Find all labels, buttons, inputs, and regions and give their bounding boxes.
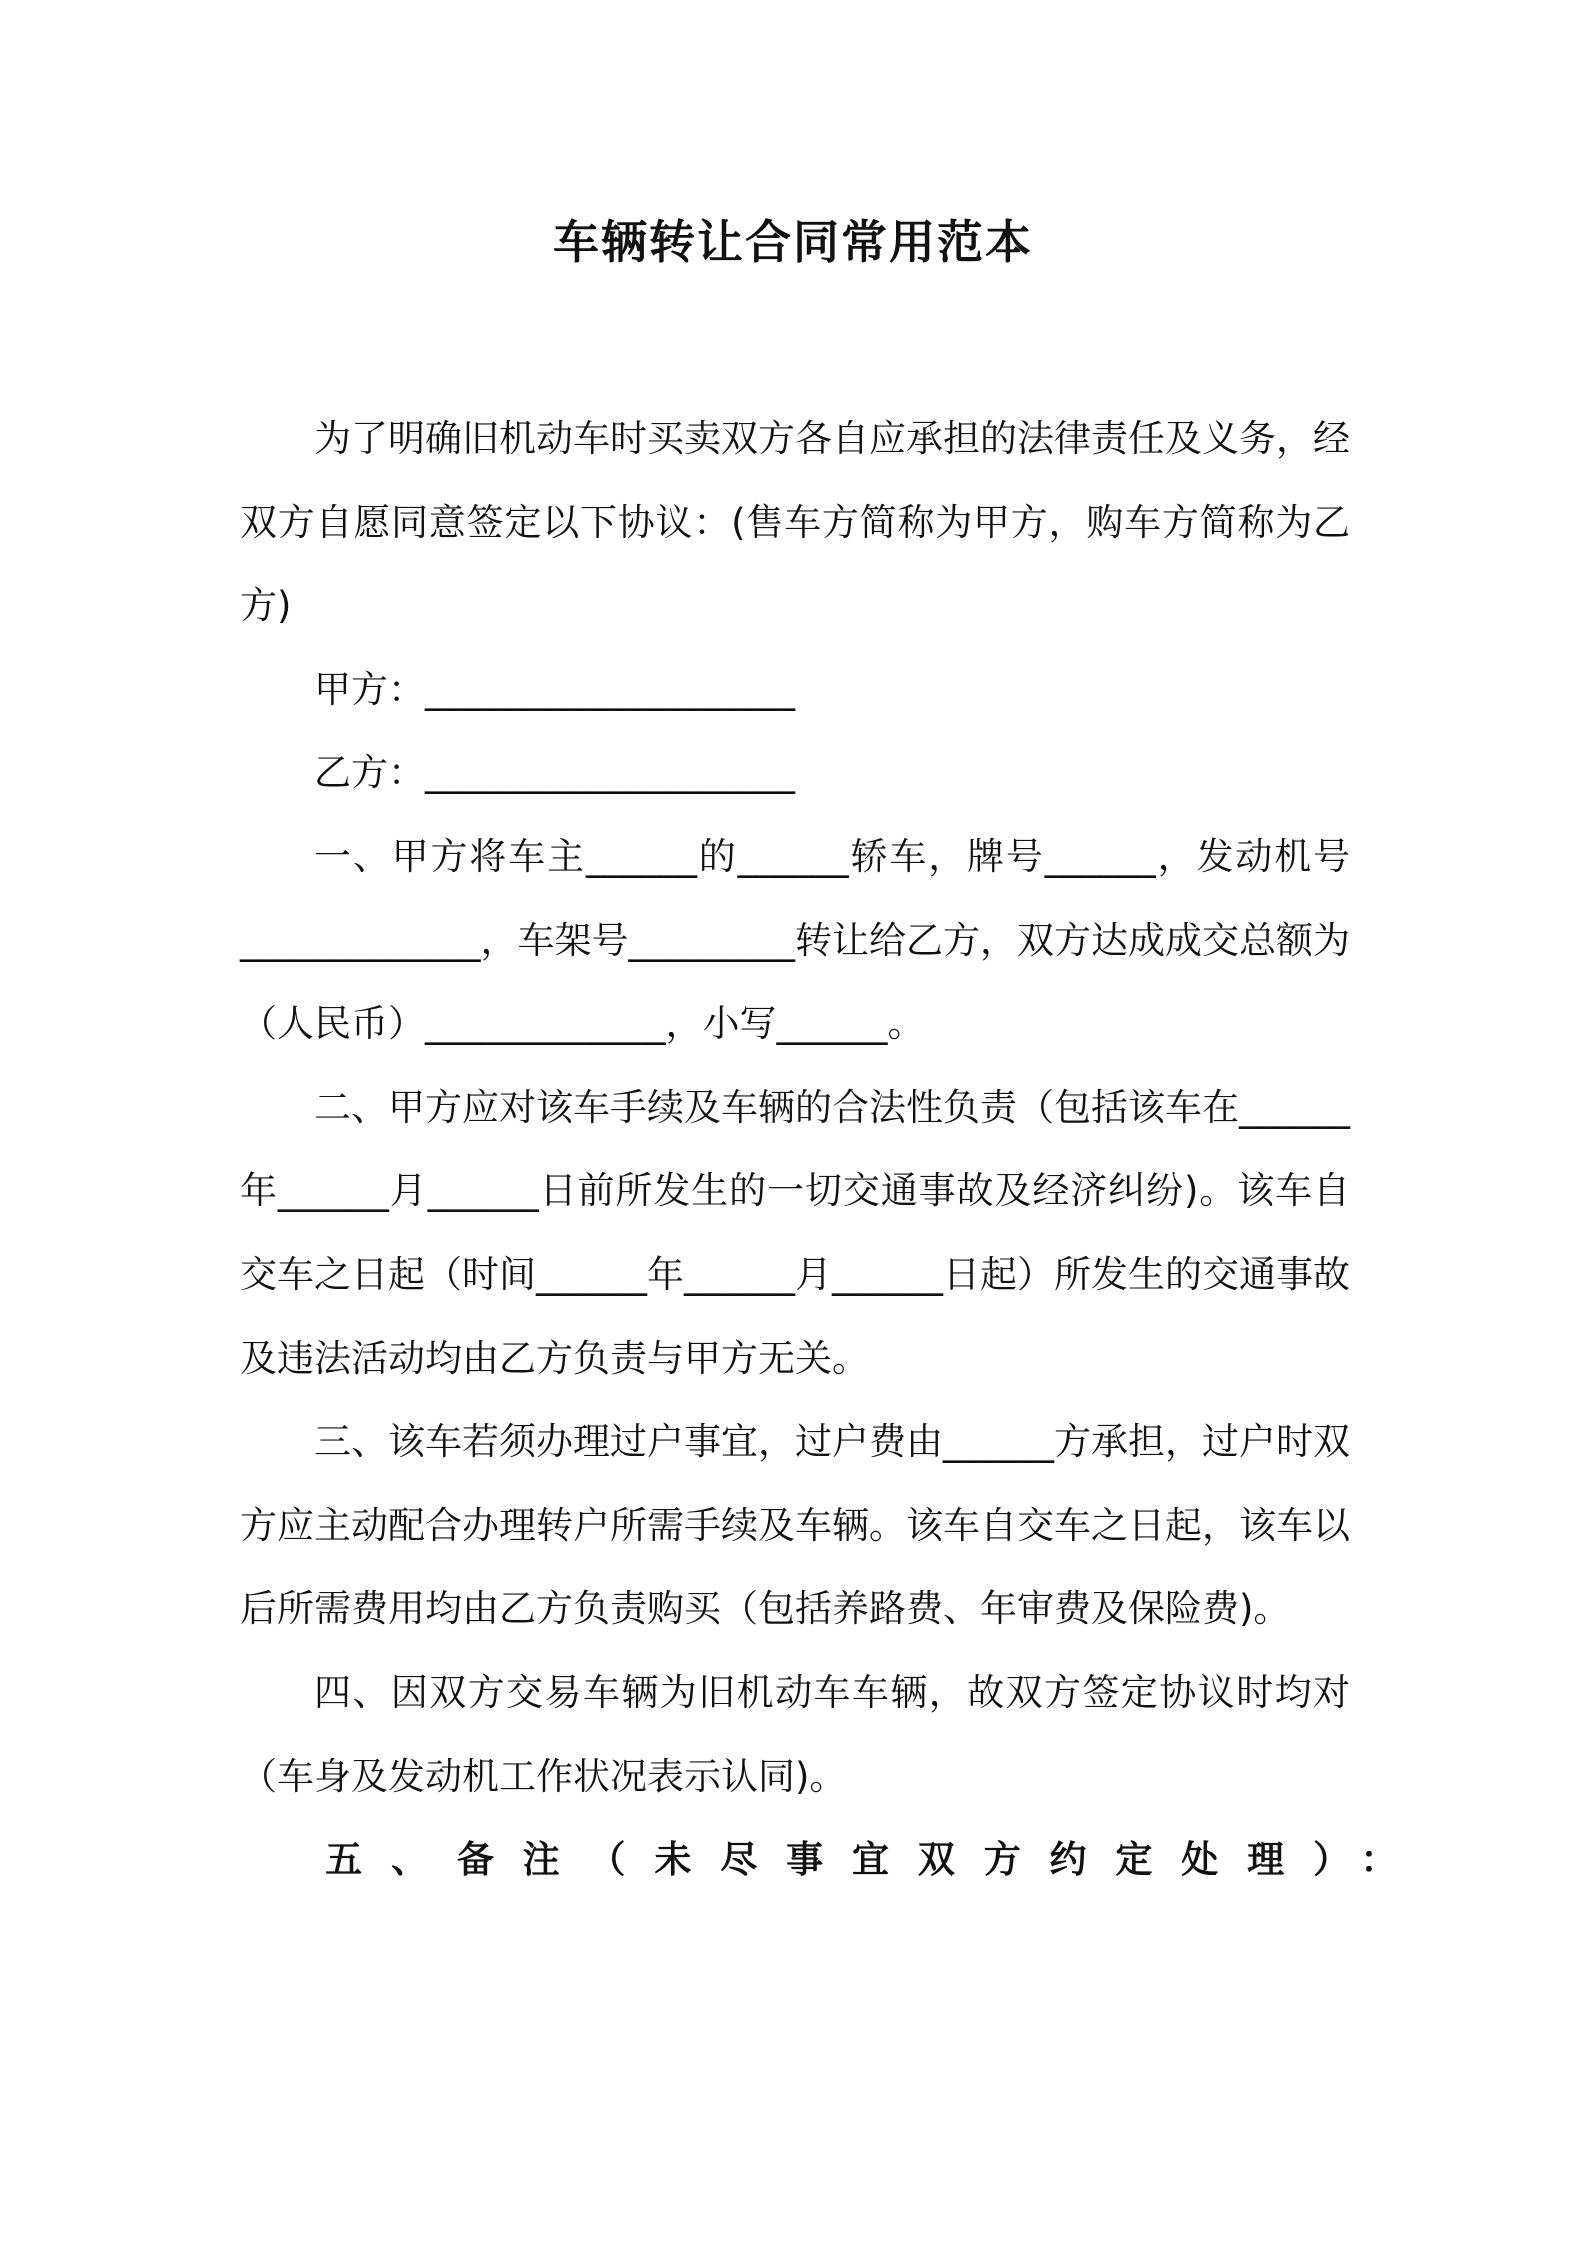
document-title: 车辆转让合同常用范本 bbox=[553, 215, 1033, 269]
party-b-line: 乙方：____________________ bbox=[314, 751, 795, 795]
clause-2: 二、甲方应对该车手续及车辆的合法性负责（包括该车在______年______月______日前所发生的一切交通事故及经济纠纷)。该车自交车之日起（时间______年______月______日起）所发生的交通事故及违法活动均由乙方负责与甲方无关。 bbox=[240, 1085, 1350, 1380]
intro-paragraph: 为了明确旧机动车时买卖双方各自应承担的法律责任及义务，经双方自愿同意签定以下协议：(售车方简称为甲方，购车方简称为乙方) bbox=[240, 417, 1350, 628]
clause-1: 一、甲方将车主______的______轿车，牌号______，发动机号_____________，车架号_________转让给乙方，双方达成成交总额为（人民币）_____________，小写______。 bbox=[240, 834, 1350, 1046]
document-body bbox=[240, 397, 1427, 1902]
clause-5-remarks: 五、备注（未尽事宜双方约定处理）： bbox=[325, 1838, 1427, 1882]
party-a-line: 甲方：____________________ bbox=[314, 667, 795, 711]
clause-3: 三、该车若须办理过户事宜，过户费由______方承担，过户时双方应主动配合办理转户所需手续及车辆。该车自交车之日起，该车以后所需费用均由乙方负责购买（包括养路费、年审费及保险费)。 bbox=[240, 1420, 1350, 1631]
clause-4: 四、因双方交易车辆为旧机动车车辆，故双方签定协议时均对（车身及发动机工作状况表示认同)。 bbox=[240, 1670, 1350, 1798]
